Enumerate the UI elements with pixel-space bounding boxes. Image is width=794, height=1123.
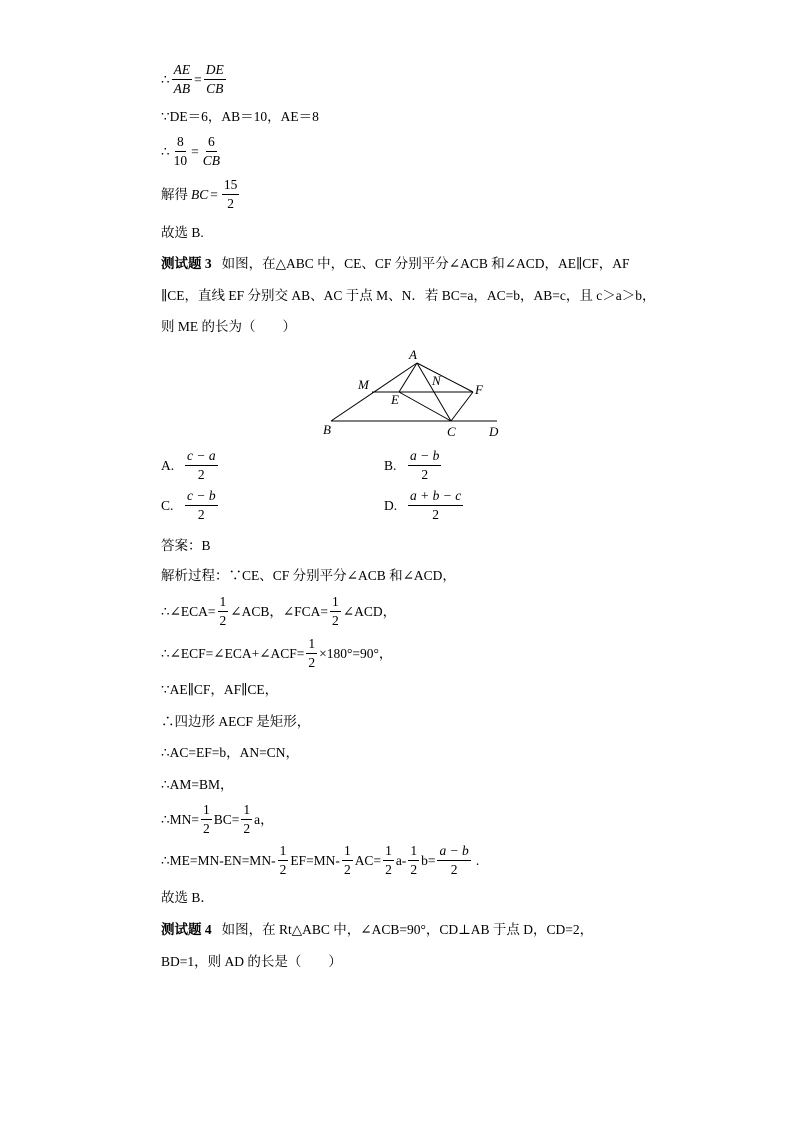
sol-line7: ∴AM=BM， bbox=[161, 777, 234, 792]
denominator: CB bbox=[206, 81, 224, 96]
denominator: AB bbox=[173, 81, 191, 96]
fraction-de-cb bbox=[204, 62, 226, 97]
therefore-symbol: ∴ bbox=[161, 71, 170, 87]
fraction-half bbox=[278, 843, 289, 878]
denominator: 2 bbox=[410, 862, 418, 877]
sol-line8 bbox=[161, 802, 274, 837]
sol-text: AC= bbox=[354, 852, 382, 868]
choose-b-2: 故选 B． bbox=[161, 890, 214, 905]
q4-line1 bbox=[161, 921, 593, 939]
numerator: 8 bbox=[175, 134, 186, 152]
numerator: DE bbox=[204, 62, 226, 80]
fraction-half bbox=[342, 843, 353, 878]
sol-text: EF=MN- bbox=[290, 852, 340, 868]
sol-line6: ∴AC=EF=b，AN=CN， bbox=[161, 745, 299, 760]
sol-text: ×180°=90°， bbox=[319, 645, 393, 661]
label-m: M bbox=[358, 377, 369, 392]
option-label: A. bbox=[161, 457, 175, 473]
line-fc bbox=[451, 392, 473, 421]
sol-line2 bbox=[161, 594, 396, 629]
numerator: 15 bbox=[222, 177, 240, 195]
fraction-6-cb bbox=[201, 134, 222, 169]
numerator: 1 bbox=[218, 594, 229, 612]
solve-text: 解得 bbox=[161, 186, 188, 202]
sol-text: ∴∠ECA= bbox=[161, 603, 216, 619]
sol-line3 bbox=[161, 636, 392, 671]
denominator: 2 bbox=[202, 821, 210, 836]
option-label: B. bbox=[384, 457, 397, 473]
sol-text: ∴ME=MN-EN=MN- bbox=[161, 852, 276, 868]
option-b[interactable] bbox=[384, 448, 443, 483]
numerator: 1 bbox=[278, 843, 289, 861]
option-label: D. bbox=[384, 497, 398, 513]
numerator: 1 bbox=[383, 843, 394, 861]
fraction-result bbox=[437, 843, 470, 878]
numerator: 1 bbox=[241, 802, 252, 820]
fraction-half bbox=[306, 636, 317, 671]
option-fraction bbox=[185, 448, 218, 483]
denominator: 2 bbox=[421, 467, 429, 482]
sol-line9 bbox=[161, 843, 479, 878]
q3-label: 测试题 3 bbox=[161, 256, 212, 271]
q4-text1: 如图，在 Rt△ABC 中，∠ACB=90°，CD⊥AB 于点 D，CD=2， bbox=[221, 922, 594, 937]
sol-text: . bbox=[475, 852, 480, 868]
proof-line-substitute bbox=[161, 134, 224, 169]
variable-bc: BC bbox=[191, 186, 209, 202]
option-d[interactable] bbox=[384, 488, 465, 523]
fraction-half bbox=[408, 843, 419, 878]
option-fraction bbox=[408, 448, 441, 483]
q3-line3: 则 ME 的长为（ ） bbox=[161, 319, 296, 334]
numerator: 1 bbox=[330, 594, 341, 612]
sol-line4: ∵AE∥CF，AF∥CE， bbox=[161, 682, 279, 697]
numerator: c − b bbox=[185, 488, 218, 506]
numerator: AE bbox=[172, 62, 193, 80]
denominator: 2 bbox=[227, 196, 235, 211]
sol-text: ∠ACD， bbox=[342, 603, 397, 619]
sol-text: ∴MN= bbox=[161, 811, 199, 827]
denominator: 2 bbox=[432, 507, 439, 522]
fraction-8-10 bbox=[172, 134, 190, 169]
sol-text: b= bbox=[421, 852, 436, 868]
sol-text: ∠ACB，∠FCA= bbox=[230, 603, 329, 619]
denominator: 2 bbox=[197, 507, 205, 522]
sol-line1: 解析过程：∵CE、CF 分别平分∠ACB 和∠ACD， bbox=[161, 568, 456, 583]
option-label: C. bbox=[161, 497, 174, 513]
label-b: B bbox=[323, 422, 331, 437]
fraction-half bbox=[330, 594, 341, 629]
fraction-half bbox=[383, 843, 394, 878]
fraction-half bbox=[218, 594, 229, 629]
numerator: 1 bbox=[408, 843, 419, 861]
sol-text: a， bbox=[254, 811, 274, 827]
equals-sign: = bbox=[194, 71, 202, 87]
answer-line: 答案：B bbox=[161, 538, 211, 553]
numerator: a − b bbox=[437, 843, 470, 861]
sol-text: ∴∠ECF=∠ECA+∠ACF= bbox=[161, 645, 305, 661]
q3-text1: 如图，在△ABC 中，CE、CF 分别平分∠ACB 和∠ACD，AE∥CF，AF bbox=[221, 256, 630, 271]
option-a[interactable] bbox=[161, 448, 220, 483]
numerator: 1 bbox=[201, 802, 212, 820]
denominator: CB bbox=[202, 153, 220, 168]
fraction-ae-ab bbox=[172, 62, 193, 97]
denominator: 2 bbox=[450, 862, 458, 877]
geometry-figure bbox=[315, 344, 505, 439]
proof-line-solve bbox=[161, 177, 241, 212]
label-e: E bbox=[391, 392, 399, 407]
proof-line-ratio bbox=[161, 62, 228, 97]
label-c: C bbox=[447, 424, 456, 439]
numerator: a − b bbox=[408, 448, 441, 466]
q4-label: 测试题 4 bbox=[161, 922, 212, 937]
line-ae bbox=[399, 363, 417, 392]
choose-b-1: 故选 B. bbox=[161, 225, 204, 240]
q3-line2: ∥CE，直线 EF 分别交 AB、AC 于点 M、N．若 BC=a，AC=b，AB=c，且 c＞a＞b， bbox=[161, 288, 656, 303]
option-c[interactable] bbox=[161, 488, 220, 523]
denominator: 2 bbox=[385, 862, 392, 877]
label-f: F bbox=[475, 382, 483, 397]
sol-line5: ∴四边形 AECF 是矩形， bbox=[161, 714, 311, 729]
q3-line1 bbox=[161, 255, 630, 273]
denominator: 10 bbox=[173, 153, 188, 168]
numerator: a + b − c bbox=[408, 488, 463, 506]
denominator: 2 bbox=[219, 613, 227, 628]
denominator: 2 bbox=[279, 862, 287, 877]
equals-sign: = bbox=[210, 186, 218, 202]
label-n: N bbox=[432, 373, 441, 388]
fraction-half bbox=[241, 802, 252, 837]
numerator: c − a bbox=[185, 448, 218, 466]
therefore-symbol: ∴ bbox=[161, 143, 170, 159]
sol-text: BC= bbox=[213, 811, 240, 827]
equals-sign: = bbox=[191, 143, 199, 159]
fraction-15-2 bbox=[222, 177, 240, 212]
denominator: 2 bbox=[332, 613, 339, 628]
numerator: 1 bbox=[306, 636, 317, 654]
numerator: 1 bbox=[342, 843, 353, 861]
denominator: 2 bbox=[243, 821, 251, 836]
label-a: A bbox=[409, 347, 417, 362]
q4-line2: BD=1，则 AD 的长是（ ） bbox=[161, 954, 342, 969]
denominator: 2 bbox=[343, 862, 351, 877]
fraction-half bbox=[201, 802, 212, 837]
denominator: 2 bbox=[308, 655, 316, 670]
option-fraction bbox=[408, 488, 463, 523]
line-ec bbox=[399, 392, 451, 421]
proof-line-given: ∵DE＝6，AB＝10，AE＝8 bbox=[161, 109, 319, 124]
sol-text: a- bbox=[395, 852, 407, 868]
numerator: 6 bbox=[206, 134, 217, 152]
label-d: D bbox=[489, 424, 499, 439]
denominator: 2 bbox=[197, 467, 205, 482]
option-fraction bbox=[185, 488, 218, 523]
